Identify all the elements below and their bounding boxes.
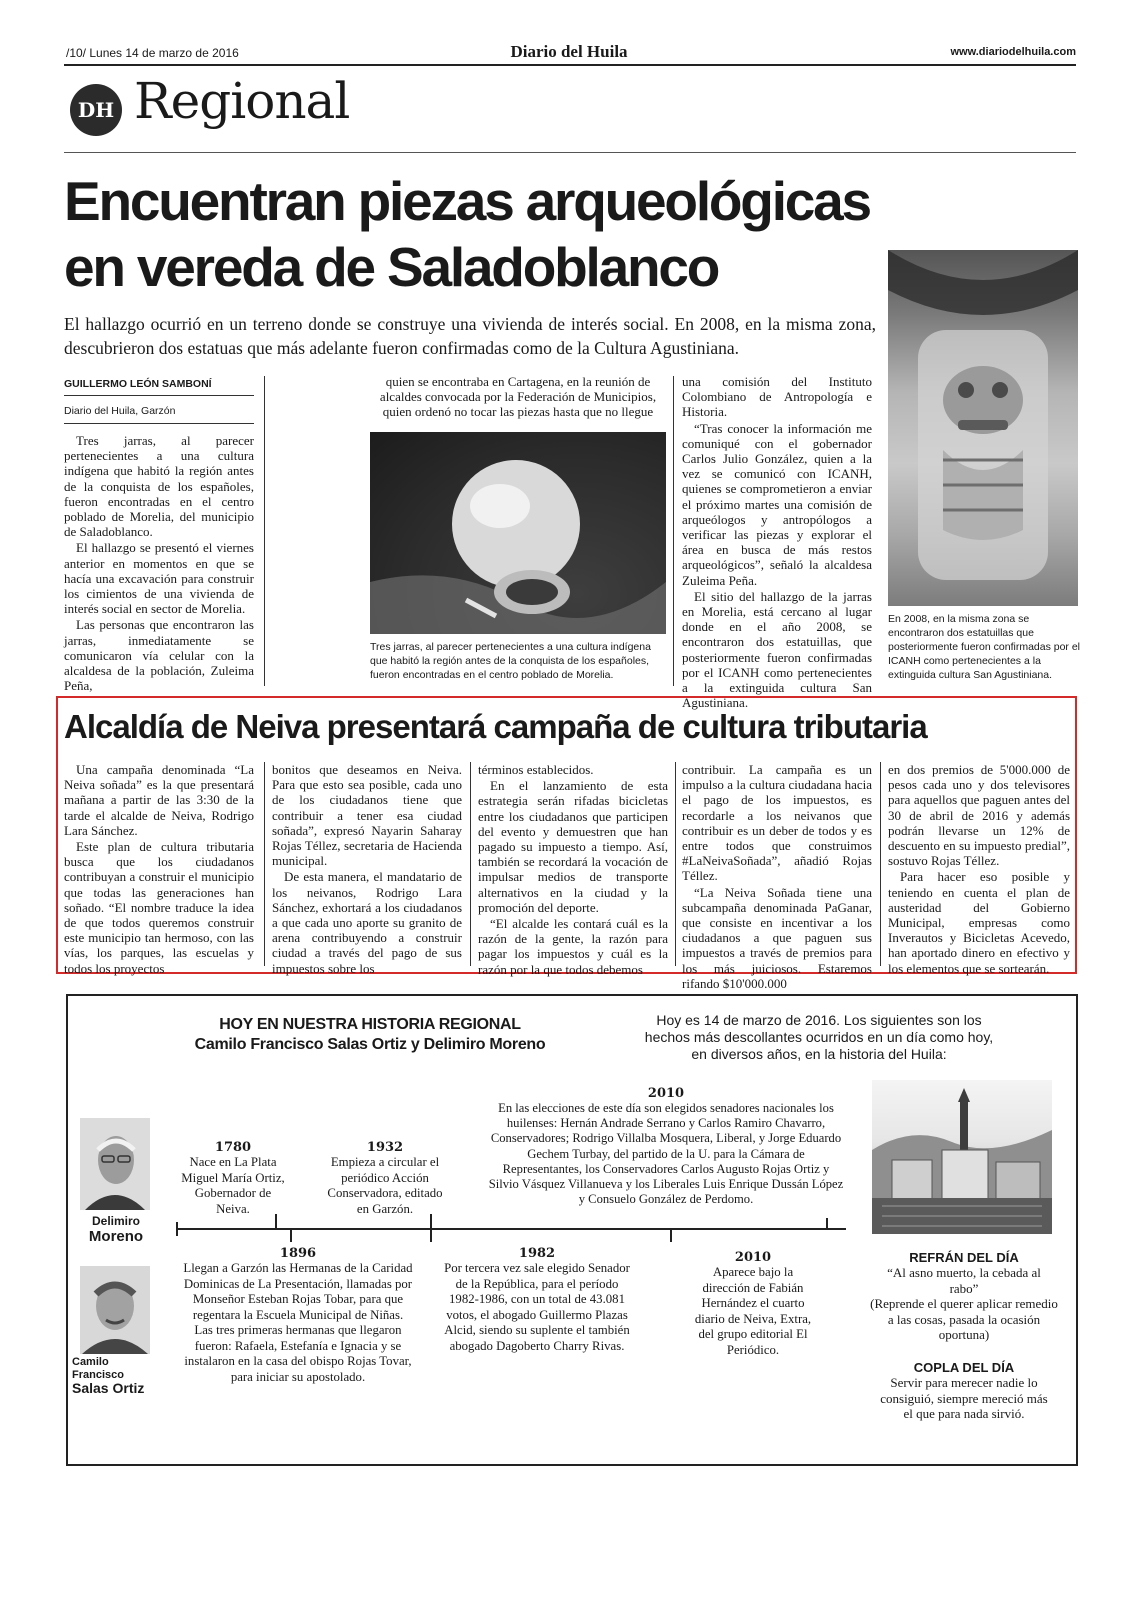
portrait2-name [72, 1356, 168, 1395]
event-year: 2010 [734, 1250, 772, 1265]
event-2010-b [690, 1250, 816, 1358]
paragraph: bonitos que deseamos en Neiva. Para que esto sea posible, cada uno de los ciudadanos tiene que contribuir a tener esa ciudad soñada”, expresó Nayarin Saharay Rojas Téllez, secretaria de Hacienda municipal. [272, 762, 462, 869]
article2-col5 [888, 762, 1070, 977]
article2-col3 [478, 762, 668, 978]
portrait2-last-name: Salas Ortiz [72, 1380, 145, 1396]
article2-col2 [272, 762, 462, 977]
history-title-line2: Camilo Francisco Salas Ortiz y Delimiro Moreno [194, 1036, 546, 1053]
article2-col4 [682, 762, 872, 992]
statue-caption: En 2008, en la misma zona se encontraron dos estatuillas que posteriormente fueron confirmadas por el ICANH como pertenecientes a la extinguida cultura San Agustiniana. [888, 613, 1081, 681]
event-2010-a [488, 1086, 844, 1207]
column-divider [673, 376, 674, 686]
section-title: Regional [134, 72, 350, 130]
timeline-tick [176, 1222, 178, 1236]
history-title-line1: HOY EN NUESTRA HISTORIA REGIONAL [219, 1016, 521, 1033]
byline-rule [64, 395, 254, 396]
paragraph: De esta manera, el mandatario de los neivanos, Rodrigo Lara Sánchez, exhortará a los ciudadanos a que cada uno aporte su granito de arena contribuyendo a construir ciudad a través del pago de sus impuestos sobre los [272, 869, 462, 976]
header-rule [64, 64, 1076, 66]
jar-caption: Tres jarras, al parecer pertenecientes a una cultura indígena que habitó la región antes de la conquista de los españoles, fueron encontradas en el centro poblado de Morelia. [370, 641, 651, 681]
column-divider [675, 762, 676, 966]
event-text: En las elecciones de este día son elegidos senadores nacionales los huilenses: Hernán Andrade Serrano y Carlos Ramiro Chavarro, Conservadores; Rodrigo Villalba Mosquera, Liberal, y Jorge Eduardo Gechem Turbay, del partido de la U. para la Cámara de Representantes, los Conservadores Carlos Augusto Rojas Ortiz y Silvio Vásquez Villanueva y los Liberales Luis Enrique Dussán López y Consuelo González de Perdomo. [488, 1101, 844, 1207]
event-text: Por tercera vez sale elegido Senador de la República, para el período 1982-1986, con un total de 43.081 votos, el abogado Guillermo Plazas Alcid, siendo su suplente el también abogado Dagoberto Charry Rivas. [444, 1261, 630, 1353]
portrait1-first-name: Delimiro [91, 1214, 140, 1228]
section-logo [70, 84, 122, 136]
paragraph: “La Neiva Soñada tiene una subcampaña denominada PaGanar, que consiste en incentivar a los ciudadanos a que paguen sus impuestos a través de premios para los más juiciosos. Estaremos rifando $10'000.000 [682, 884, 872, 991]
page-info: /10/ Lunes 14 de marzo de 2016 [66, 46, 239, 60]
column-divider [264, 376, 265, 686]
dateline-rule [64, 423, 254, 424]
article2-col1 [64, 762, 254, 977]
event-text: Aparece bajo la dirección de Fabián Hernández el cuarto diario de Neiva, Extra, del grupo editorial El Periódico. [694, 1265, 812, 1357]
article1-col2 [370, 374, 666, 421]
paragraph: Para hacer eso posible y teniendo en cuenta el plan de austeridad del Gobierno Municipal, empresas como Inverautos y Bicicletas Acevedo, han aportado dinero en efectivo y los elementos que se sortearán. [888, 869, 1070, 976]
event-text: Nace en La Plata Miguel María Ortiz, Gobernador de Neiva. [181, 1155, 285, 1216]
jar-photo [370, 432, 666, 634]
refran-text: “Al asno muerto, la cebada al rabo” [887, 1265, 1041, 1296]
timeline-tick [826, 1218, 828, 1230]
portrait-delimiro-moreno [80, 1118, 150, 1210]
paragraph: El sitio del hallazgo de la jarras en Morelia, está cercano al lugar donde en el año 2008, se encontraron dos estatuillas, que posteriormente fueron confirmadas por el ICANH como pertenecientes a la extinguida cultura San Agustiniana. [682, 588, 872, 711]
article1-lead: El hallazgo ocurrió en un terreno donde se construye una vivienda de interés social. En 2008, en la misma zona, descubrieron dos estatuas que más adelante fueron confirmadas como de la Cultura Agustiniana. [64, 314, 876, 358]
event-year: 1896 [279, 1246, 317, 1261]
article2-headline: Alcaldía de Neiva presentará campaña de cultura tributaria [64, 708, 927, 745]
event-1982 [440, 1246, 634, 1354]
refran-note: (Reprende el querer aplicar remedio a las cosas, pasada la ocasión oportuna) [870, 1296, 1058, 1342]
portrait2-first-name: Camilo [72, 1356, 109, 1368]
paragraph: en dos premios de 5'000.000 de pesos cada uno y dos televisores para aquellos que paguen antes del 30 de abril de 2016 y además podrán llevarse un 12% de descuento en su impuesto predial”, sostuvo Rojas Téllez. [888, 762, 1070, 869]
portrait-camilo-salas-ortiz [80, 1266, 150, 1354]
column-divider [880, 762, 881, 966]
paragraph: El hallazgo se presentó el viernes anterior en momentos en que se hacía una excavación para construir los cimientos de una vivienda de interés social en sector de Morelia. [64, 540, 254, 617]
event-year: 1780 [214, 1140, 252, 1155]
event-year: 2010 [647, 1086, 685, 1101]
paragraph: Tres jarras, al parecer pertenecientes a una cultura indígena que habitó la región antes de la conquista de los españoles, fueron encontradas en el centro poblado de Morelia, del municipio de Saladoblanco. [64, 433, 254, 540]
dateline: Diario del Huila, Garzón [64, 405, 176, 417]
website[interactable]: www.diariodelhuila.com [950, 46, 1076, 58]
refran-section [866, 1250, 1062, 1343]
paragraph: “Tras conocer la información me comuniqué con el gobernador Carlos Julio González, quien a la vez se comunicó con ICANH, quienes se comprometieron a enviar el próximo martes una comisión de arqueólogos y antropólogos a verificar las piezas y explorar el área en busca de más restos arqueológicos”, señaló la alcaldesa Zuleima Peña. [682, 420, 872, 588]
copla-title: COPLA DEL DÍA [913, 1360, 1015, 1375]
column-divider [470, 762, 471, 966]
headline-line1: Encuentran piezas arqueológicas [64, 170, 870, 232]
event-year: 1932 [366, 1140, 404, 1155]
paragraph: Una campaña denominada “La Neiva soñada” es la que presentará mañana a partir de las 3:30 de la tarde el alcalde de Neiva, Rodrigo Lara Sánchez. [64, 762, 254, 838]
paragraph: contribuir. La campaña es un impulso a la cultura ciudadana hacia el pago de los impuestos, es recordarle a los neivanos que contribuir es un deber de todos y es entre todos que construimos #LaNeivaSoñada”, añadió Rojas Téllez. [682, 762, 872, 884]
paragraph: “El alcalde les contará cuál es la razón de la gente, la razón para pagar los impuestos y cuál es la razón por la que todos debemos [478, 916, 668, 977]
article1-headline [64, 168, 870, 300]
paragraph: una comisión del Instituto Colombiano de Antropología e Historia. [682, 374, 872, 420]
portrait1-name [78, 1214, 154, 1245]
event-text: Empieza a circular el periódico Acción Conservadora, editado en Garzón. [327, 1155, 443, 1216]
portrait1-last-name: Moreno [88, 1228, 144, 1245]
statue-photo [888, 250, 1078, 606]
column-divider [264, 762, 265, 966]
timeline-tick [290, 1228, 292, 1242]
paragraph: quien se encontraba en Cartagena, en la reunión de alcaldes convocada por la Federación de Municipios, quien ordenó no tocar las piezas hasta que no llegue [379, 374, 657, 420]
event-1932 [326, 1140, 444, 1217]
paragraph: Las personas que encontraron las jarras, inmediatamente se comunicaron vía celular con la alcaldesa de la población, Zuleima Peña, [64, 617, 254, 694]
section-logo-text: DH [77, 98, 115, 122]
history-intro: Hoy es 14 de marzo de 2016. Los siguientes son los hechos más descollantes ocurridos en un día como hoy, en diversos años, en la historia del Huila: [644, 1012, 994, 1062]
timeline-tick [670, 1228, 672, 1242]
headline-line2: en vereda de Saladoblanco [64, 236, 719, 298]
portrait2-middle-name: Francisco [72, 1369, 124, 1381]
event-1780 [180, 1140, 286, 1217]
article1-col1 [64, 433, 254, 694]
timeline-tick [430, 1228, 432, 1242]
event-year: 1982 [518, 1246, 556, 1261]
copla-text: Servir para merecer nadie lo consiguió, siempre mereció más el que para nada sirvió. [880, 1375, 1048, 1421]
paragraph: En el lanzamiento de esta estrategia serán rifadas bicicletas entre los ciudadanos que participen del evento y demuestren que han pagado su impuesto a tiempo. Así, también se recordará la vocación de impulsar medios de transporte alternativos en la ciudad y la promoción del deporte. [478, 778, 668, 915]
history-title [130, 1016, 610, 1054]
city-photo [872, 1080, 1052, 1234]
byline: GUILLERMO LEÓN SAMBONÍ [64, 378, 212, 390]
paragraph: términos establecidos. [478, 762, 594, 777]
event-text: Llegan a Garzón las Hermanas de la Caridad Dominicas de La Presentación, llamadas por Monseñor Esteban Rojas Tobar, para que regentara la Escuela Municipal de Niñas. Las tres primeras hermanas que llegaron fueron: Rafaela, Estefanía e Ignacia y se instalaron en la casa del obispo Rojas Tovar, para iniciar su apostolado. [183, 1261, 413, 1384]
event-1896 [182, 1246, 414, 1385]
masthead: Diario del Huila [510, 42, 628, 61]
paragraph: Este plan de cultura tributaria busca que los ciudadanos contribuyan a construir el municipio que todas las generaciones han soñado. “El nombre traduce la idea de que todos queremos construir este municipio tan hermoso, con las vías, los parques, las escuelas y todos los proyectos [64, 839, 254, 976]
article1-col3 [682, 374, 872, 711]
refran-title: REFRÁN DEL DÍA [909, 1250, 1019, 1265]
section-rule [64, 152, 1076, 153]
copla-section [880, 1360, 1048, 1422]
